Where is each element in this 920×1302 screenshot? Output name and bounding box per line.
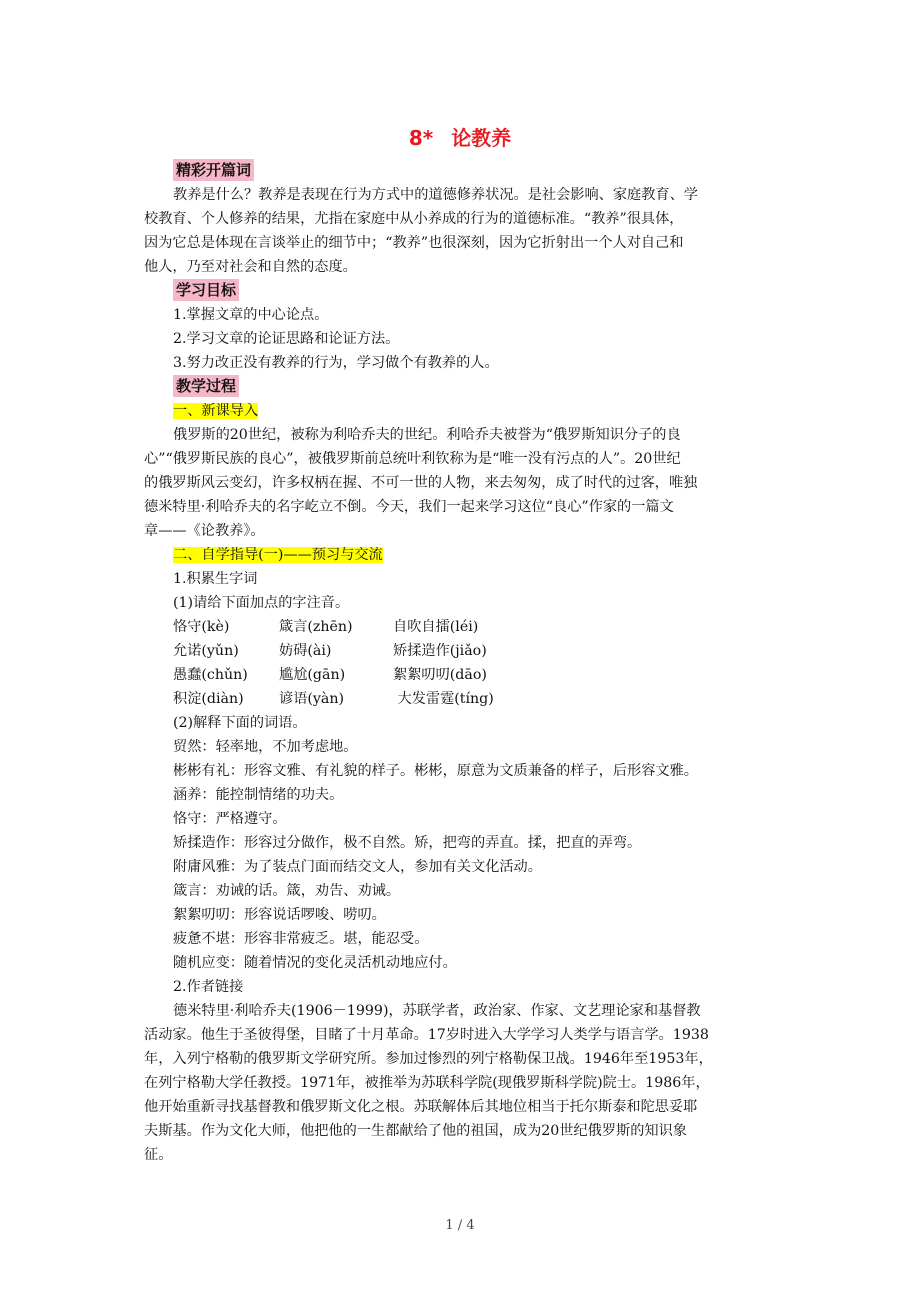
intro-paragraph bbox=[144, 423, 775, 543]
goals-heading-row bbox=[173, 279, 775, 303]
pinyin-item: 妨碍(ài) bbox=[279, 643, 332, 659]
section2-heading-row bbox=[173, 543, 775, 567]
pinyin-item: 允诺(yǔn) bbox=[173, 643, 239, 659]
goal-item: 2.学习文章的论证思路和论证方法。 bbox=[173, 331, 400, 347]
intro-line: 的俄罗斯风云变幻，许多权柄在握、不可一世的人物，来去匆匆，成了时代的过客，唯独 bbox=[144, 475, 698, 491]
pinyin-question: (1)请给下面加点的字注音。 bbox=[173, 595, 350, 611]
pinyin-item: 恪守(kè) bbox=[173, 619, 230, 635]
author-line: 活动家。他生于圣彼得堡，目睹了十月革命。17岁时进入大学学习人类学与语言学。1938 bbox=[144, 1027, 709, 1043]
intro-line: 俄罗斯的20世纪，被称为利哈乔夫的世纪。利哈乔夫被誉为“俄罗斯知识分子的良 bbox=[173, 427, 681, 443]
glossary-item: 疲惫不堪：形容非常疲乏。堪，能忍受。 bbox=[173, 931, 429, 947]
opening-heading: 精彩开篇词 bbox=[173, 159, 254, 181]
vocab-subheading: 1.积累生字词 bbox=[173, 571, 258, 587]
pinyin-item: 愚蠢(chǔn) bbox=[173, 667, 248, 683]
glossary-item: 恪守：严格遵守。 bbox=[173, 811, 287, 827]
pinyin-row bbox=[173, 663, 775, 687]
glossary-item: 箴言：劝诫的话。箴，劝告、劝诫。 bbox=[173, 883, 401, 899]
glossary-item: 矫揉造作：形容过分做作，极不自然。矫，把弯的弄直。揉，把直的弄弯。 bbox=[173, 835, 642, 851]
intro-line: 章——《论教养》。 bbox=[144, 523, 265, 539]
pinyin-item: 箴言(zhēn) bbox=[279, 619, 353, 635]
glossary-item: 贸然：轻率地，不加考虑地。 bbox=[173, 739, 358, 755]
pinyin-item: 矫揉造作(jiǎo) bbox=[393, 643, 487, 659]
process-heading-row bbox=[173, 375, 775, 399]
author-line: 在列宁格勒大学任教授。1971年，被推举为苏联科学院(现俄罗斯科学院)院士。1986年， bbox=[144, 1075, 710, 1091]
author-subheading: 2.作者链接 bbox=[173, 979, 244, 995]
lesson-number: 8* bbox=[408, 126, 434, 150]
page-number: 1 / 4 bbox=[445, 1218, 475, 1233]
pinyin-item: 自吹自擂(léi) bbox=[393, 619, 479, 635]
pinyin-item: 积淀(diàn) bbox=[173, 691, 244, 707]
glossary-item: 涵养：能控制情绪的功夫。 bbox=[173, 787, 344, 803]
author-paragraph bbox=[144, 999, 775, 1167]
lesson-title: 论教养 bbox=[451, 126, 512, 150]
author-line: 德米特里·利哈乔夫(1906－1999)，苏联学者，政治家、作家、文艺理论家和基督教 bbox=[173, 1003, 701, 1019]
page-title bbox=[0, 122, 920, 151]
opening-line: 因为它总是体现在言谈举止的细节中；“教养”也很深刻，因为它折射出一个人对自己和 bbox=[144, 235, 684, 251]
glossary-item: 随机应变：随着情况的变化灵活机动地应付。 bbox=[173, 955, 457, 971]
opening-line: 教养是什么？教养是表现在行为方式中的道德修养状况。是社会影响、家庭教育、学 bbox=[173, 187, 698, 203]
section1-heading-row bbox=[173, 399, 775, 423]
pinyin-item: 大发雷霆(tíng) bbox=[393, 691, 494, 707]
pinyin-row bbox=[173, 687, 775, 711]
author-line: 夫斯基。作为文化大师，他把他的一生都献给了他的祖国，成为20世纪俄罗斯的知识象 bbox=[144, 1123, 687, 1139]
glossary-question: (2)解释下面的词语。 bbox=[173, 715, 307, 731]
pinyin-item: 谚语(yàn) bbox=[279, 691, 345, 707]
glossary-item: 絮絮叨叨：形容说话啰唆、唠叨。 bbox=[173, 907, 386, 923]
goals-heading: 学习目标 bbox=[173, 279, 239, 301]
author-line: 他开始重新寻找基督教和俄罗斯文化之根。苏联解体后其地位相当于托尔斯泰和陀思妥耶 bbox=[144, 1099, 698, 1115]
document-body bbox=[144, 159, 775, 1167]
opening-heading-row bbox=[173, 159, 775, 183]
opening-line: 校教育、个人修养的结果，尤指在家庭中从小养成的行为的道德标准。“教养”很具体， bbox=[144, 211, 684, 227]
glossary-item: 附庸风雅：为了装点门面而结交文人，参加有关文化活动。 bbox=[173, 859, 542, 875]
author-line: 征。 bbox=[144, 1147, 173, 1163]
intro-line: 心”“俄罗斯民族的良心”，被俄罗斯前总统叶利钦称为是“唯一没有污点的人”。20世纪 bbox=[144, 451, 681, 467]
opening-line: 他人，乃至对社会和自然的态度。 bbox=[144, 259, 357, 275]
goal-item: 1.掌握文章的中心论点。 bbox=[173, 307, 329, 323]
goal-item: 3.努力改正没有教养的行为，学习做个有教养的人。 bbox=[173, 355, 499, 371]
pinyin-row bbox=[173, 615, 775, 639]
section1-heading: 一、新课导入 bbox=[173, 403, 259, 419]
pinyin-row bbox=[173, 639, 775, 663]
opening-paragraph bbox=[144, 183, 775, 279]
process-heading: 教学过程 bbox=[173, 375, 239, 397]
glossary-item: 彬彬有礼：形容文雅、有礼貌的样子。彬彬，原意为文质兼备的样子，后形容文雅。 bbox=[173, 763, 698, 779]
pinyin-item: 絮絮叨叨(dāo) bbox=[393, 667, 487, 683]
pinyin-item: 尴尬(gān) bbox=[279, 667, 346, 683]
author-line: 年，入列宁格勒的俄罗斯文学研究所。参加过惨烈的列宁格勒保卫战。1946年至1953年， bbox=[144, 1051, 713, 1067]
intro-line: 德米特里·利哈乔夫的名字屹立不倒。今天，我们一起来学习这位“良心”作家的一篇文 bbox=[144, 499, 674, 515]
section2-heading: 二、自学指导(一)——预习与交流 bbox=[173, 547, 383, 563]
